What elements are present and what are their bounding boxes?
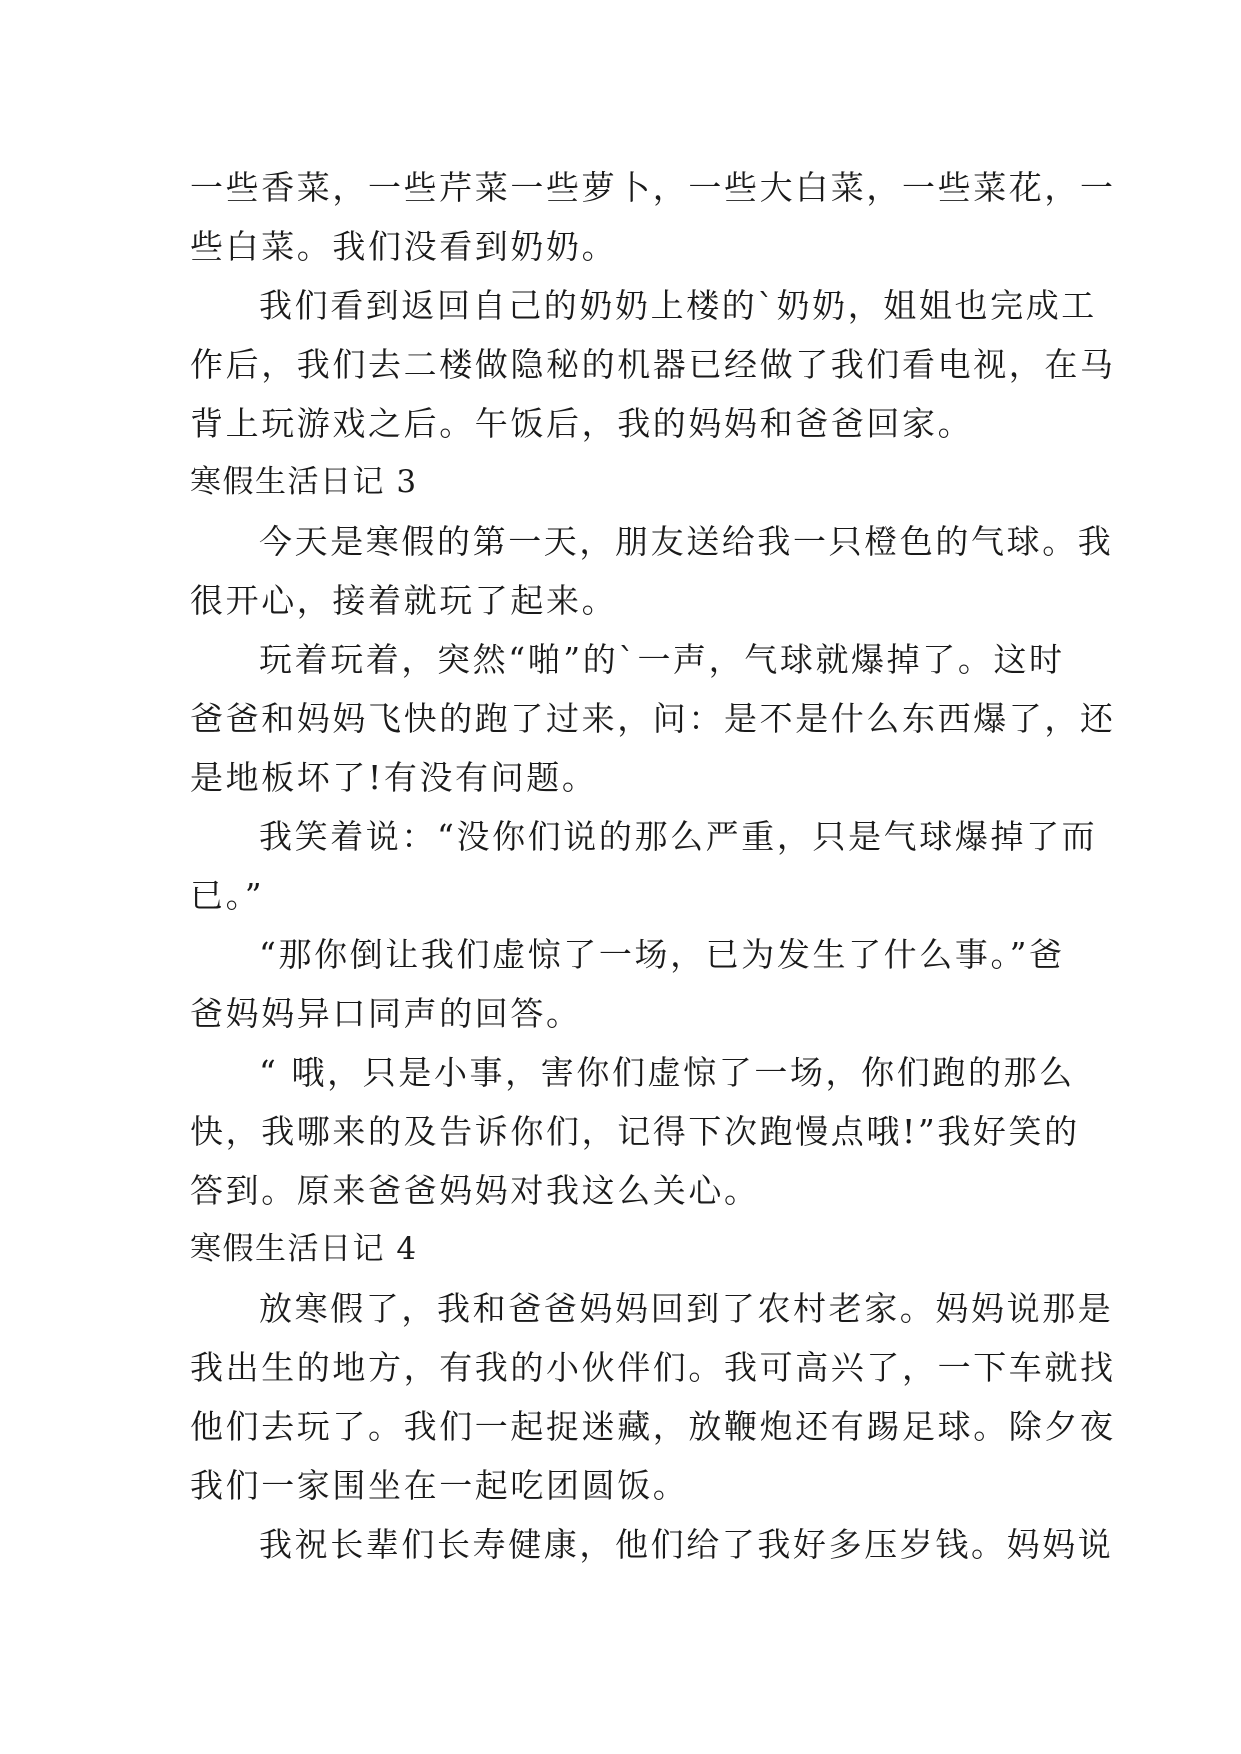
text-line: “ 哦，只是小事，害你们虚惊了一场，你们跑的那么	[259, 1053, 1075, 1092]
text-line: 爸妈妈异口同声的回答。	[190, 994, 582, 1033]
text-line: 他们去玩了。我们一起捉迷藏，放鞭炮还有踢足球。除夕夜	[190, 1407, 1116, 1446]
text-line: “那你倒让我们虚惊了一场，已为发生了什么事。”爸	[259, 935, 1065, 974]
text-line: 一些香菜，一些芹菜一些萝卜，一些大白菜，一些菜花，一	[190, 168, 1116, 207]
text-line: 我们一家围坐在一起吃团圆饭。	[190, 1466, 689, 1505]
text-line: 我祝长辈们长寿健康，他们给了我好多压岁钱。妈妈说	[259, 1525, 1114, 1564]
text-line: 我们看到返回自己的奶奶上楼的`奶奶，姐姐也完成工	[259, 286, 1097, 325]
text-line: 放寒假了，我和爸爸妈妈回到了农村老家。妈妈说那是	[259, 1289, 1114, 1328]
text-line: 我出生的地方，有我的小伙伴们。我可高兴了，一下车就找	[190, 1348, 1116, 1387]
text-line: 我笑着说：“没你们说的那么严重，只是气球爆掉了而	[259, 817, 1098, 856]
text-line: 些白菜。我们没看到奶奶。	[190, 227, 618, 266]
text-line: 已。”	[190, 876, 265, 915]
text-line: 爸爸和妈妈飞快的跑了过来，问：是不是什么东西爆了，还	[190, 699, 1116, 738]
text-line: 很开心，接着就玩了起来。	[190, 581, 618, 620]
text-line: 作后，我们去二楼做隐秘的机器已经做了我们看电视，在马	[190, 345, 1116, 384]
text-line: 背上玩游戏之后。午饭后，我的妈妈和爸爸回家。	[190, 404, 974, 443]
text-line: 是地板坏了!有没有问题。	[190, 758, 598, 797]
section-heading: 寒假生活日记 4	[190, 1231, 418, 1267]
document-page	[190, 158, 1116, 1574]
text-line: 今天是寒假的第一天，朋友送给我一只橙色的气球。我	[259, 522, 1114, 561]
text-line: 快，我哪来的及告诉你们，记得下次跑慢点哦!”我好笑的	[190, 1112, 1080, 1151]
text-line: 玩着玩着，突然“啪”的`一声，气球就爆掉了。这时	[259, 640, 1065, 679]
section-heading: 寒假生活日记 3	[190, 464, 418, 500]
text-line: 答到。原来爸爸妈妈对我这么关心。	[190, 1171, 760, 1210]
